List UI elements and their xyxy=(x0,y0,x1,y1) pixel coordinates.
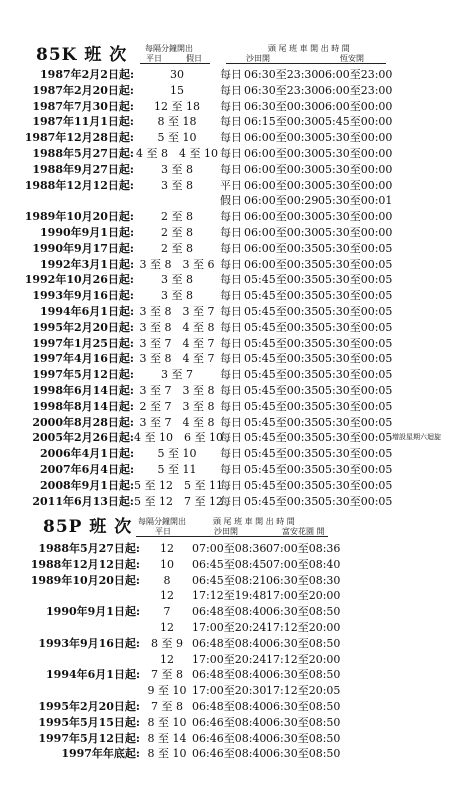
row-date: 1988年9月27日起: xyxy=(32,162,134,176)
row-hengon-times: 05:30至00:00 xyxy=(318,131,393,145)
table-row xyxy=(0,224,472,241)
table-row xyxy=(0,177,472,194)
row-fuon-times: 06:30至08:50 xyxy=(266,605,341,619)
row-date: 1989年10月20日起: xyxy=(30,573,140,587)
row-day-type: 每日 xyxy=(220,289,242,303)
row-date: 2011年6月13日起: xyxy=(32,494,134,508)
row-shatin-times: 06:00至00:29 xyxy=(244,194,319,208)
row-hengon-times: 05:30至00:00 xyxy=(318,178,393,192)
row-frequency: 5 至 12 5 至 11 xyxy=(134,478,223,492)
row-shatin-times: 05:45至00:35 xyxy=(244,289,319,303)
row-frequency: 15 xyxy=(170,83,184,97)
table-row xyxy=(0,113,472,130)
row-frequency: 7 至 8 xyxy=(151,668,183,682)
row-frequency: 10 xyxy=(160,557,174,571)
row-frequency: 4 至 10 6 至 10 xyxy=(134,431,223,445)
row-date: 1998年8月14日起: xyxy=(32,399,134,413)
row-date: 1990年9月1日起: xyxy=(40,226,134,239)
row-shatin-times: 05:45至00:35 xyxy=(244,352,319,366)
row-day-type: 每日 xyxy=(220,147,242,160)
row-frequency: 7 xyxy=(163,605,171,619)
row-hengon-times: 05:30至00:05 xyxy=(318,415,393,429)
route-85p-title: 85P 班 次 xyxy=(43,517,133,537)
row-shatin-times: 05:45至00:35 xyxy=(244,320,319,334)
row-frequency: 12 xyxy=(160,542,174,555)
row-frequency: 4 至 8 4 至 10 xyxy=(136,147,218,160)
table-row xyxy=(0,603,472,620)
row-date: 1997年1月25日起: xyxy=(32,336,134,350)
row-day-type: 每日 xyxy=(220,494,242,508)
row-frequency: 12 xyxy=(160,589,174,603)
table-row xyxy=(0,335,472,352)
row-shatin-times: 05:45至00:35 xyxy=(244,336,319,350)
row-fuon-times: 06:30至08:50 xyxy=(266,668,341,682)
row-day-type: 每日 xyxy=(220,305,242,318)
row-date: 1987年11月1日起: xyxy=(32,115,134,129)
table-row xyxy=(0,429,472,446)
row-day-type: 每日 xyxy=(220,131,242,145)
row-date: 1988年5月27日起: xyxy=(32,147,134,160)
row-frequency: 2 至 8 xyxy=(161,226,193,239)
row-shatin-times: 06:15至00:30 xyxy=(244,115,319,129)
table-row xyxy=(0,398,472,415)
row-shatin-times: 17:00至20:30 xyxy=(192,684,267,698)
row-hengon-times: 05:30至00:05 xyxy=(318,384,393,397)
table-row xyxy=(0,303,472,320)
row-frequency: 12 至 18 xyxy=(154,99,200,113)
table-row xyxy=(0,493,472,510)
row-frequency: 3 至 7 4 至 8 xyxy=(139,415,215,429)
row-frequency: 3 至 8 xyxy=(161,289,193,303)
row-date: 1989年10月20日起: xyxy=(24,210,134,224)
row-shatin-times: 05:45至00:35 xyxy=(244,384,319,397)
table-row xyxy=(0,240,472,257)
row-day-type: 每日 xyxy=(220,463,242,476)
row-shatin-times: 06:45至08:21 xyxy=(192,573,267,587)
row-hengon-times: 05:30至00:05 xyxy=(318,431,393,445)
table-row xyxy=(0,382,472,399)
row-frequency: 8 至 18 xyxy=(157,115,197,129)
row-shatin-times: 07:00至08:36 xyxy=(192,542,267,555)
row-day-type: 每日 xyxy=(220,336,242,350)
table-row xyxy=(0,414,472,431)
row-shatin-times: 06:48至08:40 xyxy=(192,668,267,682)
header-underline-times-85p xyxy=(190,536,328,537)
table-row xyxy=(0,635,472,652)
row-hengon-times: 05:30至00:05 xyxy=(318,336,393,350)
row-shatin-times: 06:30至00:30 xyxy=(244,99,319,113)
row-fuon-times: 06:30至08:50 xyxy=(266,747,341,761)
header-underline-times xyxy=(226,63,386,64)
table-row xyxy=(0,666,472,683)
table-row xyxy=(0,730,472,747)
row-day-type: 每日 xyxy=(220,99,242,113)
table-row xyxy=(0,477,472,494)
row-shatin-times: 06:00至00:30 xyxy=(244,226,319,239)
row-hengon-times: 06:00至23:00 xyxy=(318,83,393,97)
row-date: 1995年2月20日起: xyxy=(32,320,134,334)
table-row xyxy=(0,651,472,668)
row-frequency: 8 至 10 xyxy=(147,715,187,729)
row-hengon-times: 05:30至00:05 xyxy=(318,368,393,382)
row-frequency: 5 至 12 7 至 12 xyxy=(134,494,223,508)
header-first-last-85p: 頭 尾 班 車 開 出 時 間 xyxy=(213,517,295,526)
row-hengon-times: 05:30至00:05 xyxy=(318,463,393,476)
row-date: 2006年4月1日起: xyxy=(40,447,134,461)
table-row xyxy=(0,461,472,478)
row-date: 1997年4月16日起: xyxy=(32,352,134,366)
row-shatin-times: 17:00至20:24 xyxy=(192,652,267,666)
row-date: 1992年10月26日起: xyxy=(24,273,134,287)
row-fuon-times: 17:12至20:00 xyxy=(266,621,341,634)
row-frequency: 5 至 11 xyxy=(157,463,197,476)
row-hengon-times: 05:30至00:05 xyxy=(318,305,393,318)
row-date: 1992年3月1日起: xyxy=(40,257,134,271)
row-day-type: 每日 xyxy=(220,368,242,382)
row-date: 2007年6月4日起: xyxy=(40,463,134,476)
row-day-type: 每日 xyxy=(220,447,242,461)
table-row xyxy=(0,540,472,557)
table-row xyxy=(0,619,472,636)
row-shatin-times: 06:00至00:30 xyxy=(244,147,319,160)
row-hengon-times: 05:30至00:05 xyxy=(318,447,393,461)
table-row xyxy=(0,145,472,162)
row-shatin-times: 05:45至00:35 xyxy=(244,478,319,492)
row-shatin-times: 06:45至08:45 xyxy=(192,557,267,571)
header-interval: 每隔分鐘開出 xyxy=(145,44,193,53)
table-row xyxy=(0,256,472,273)
table-row xyxy=(0,572,472,589)
row-shatin-times: 06:48至08:40 xyxy=(192,636,267,650)
header-underline-interval-85p xyxy=(136,536,194,537)
row-hengon-times: 05:30至00:05 xyxy=(318,241,393,255)
row-frequency: 5 至 10 xyxy=(157,131,197,145)
row-hengon-times: 05:30至00:01 xyxy=(318,194,393,208)
row-shatin-times: 06:46至08:40 xyxy=(192,747,267,761)
row-date: 1988年5月27日起: xyxy=(38,542,140,555)
row-day-type: 每日 xyxy=(220,415,242,429)
row-frequency: 3 至 8 3 至 7 xyxy=(139,305,215,318)
table-row xyxy=(0,129,472,146)
row-day-type: 每日 xyxy=(220,115,242,129)
row-hengon-times: 05:30至00:00 xyxy=(318,210,393,224)
row-shatin-times: 05:45至00:35 xyxy=(244,273,319,287)
table-row xyxy=(0,714,472,731)
row-shatin-times: 06:00至00:35 xyxy=(244,257,319,271)
row-fuon-times: 06:30至08:50 xyxy=(266,715,341,729)
row-frequency: 3 至 8 4 至 8 xyxy=(139,320,215,334)
header-first-last: 頭 尾 班 車 開 出 時 間 xyxy=(268,44,350,53)
row-hengon-times: 05:30至00:05 xyxy=(318,352,393,366)
header-hengon: 恆安開 xyxy=(340,54,364,63)
row-day-type: 每日 xyxy=(220,257,242,271)
row-frequency: 7 至 8 xyxy=(151,700,183,713)
row-shatin-times: 06:00至00:30 xyxy=(244,178,319,192)
table-row xyxy=(0,208,472,225)
row-date: 1993年9月16日起: xyxy=(38,636,140,650)
row-shatin-times: 06:00至00:30 xyxy=(244,210,319,224)
table-row xyxy=(0,682,472,699)
row-date: 1990年9月1日起: xyxy=(46,605,140,619)
header-interval-85p: 每隔分鐘開出 xyxy=(138,517,186,526)
row-hengon-times: 05:30至00:00 xyxy=(318,226,393,239)
row-day-type: 每日 xyxy=(220,83,242,97)
row-date: 1997年5月12日起: xyxy=(38,731,140,745)
row-shatin-times: 05:45至00:35 xyxy=(244,368,319,382)
header-weekday: 平日 xyxy=(146,54,162,63)
row-shatin-times: 05:45至00:35 xyxy=(244,305,319,318)
row-frequency: 5 至 10 xyxy=(157,447,197,461)
row-date: 1998年6月14日起: xyxy=(32,384,134,397)
row-hengon-times: 05:30至00:05 xyxy=(318,289,393,303)
row-day-type: 每日 xyxy=(220,162,242,176)
row-date: 1995年5月15日起: xyxy=(38,715,140,729)
row-shatin-times: 05:45至00:35 xyxy=(244,494,319,508)
row-fuon-times: 17:00至20:00 xyxy=(266,589,341,603)
table-row xyxy=(0,350,472,367)
header-underline-interval xyxy=(140,63,210,64)
row-date: 1995年2月20日起: xyxy=(38,700,140,713)
row-frequency: 3 至 8 xyxy=(161,162,193,176)
row-hengon-times: 06:00至23:00 xyxy=(318,68,393,81)
row-note: 增設星期六迴旋 xyxy=(392,433,441,442)
table-row xyxy=(0,319,472,336)
row-shatin-times: 06:30至23:30 xyxy=(244,68,319,81)
table-row xyxy=(0,98,472,115)
row-hengon-times: 05:30至00:05 xyxy=(318,494,393,508)
row-frequency: 3 至 8 3 至 6 xyxy=(139,257,215,271)
row-day-type: 每日 xyxy=(220,273,242,287)
header-holiday: 假日 xyxy=(186,54,202,63)
row-shatin-times: 05:45至00:35 xyxy=(244,463,319,476)
row-day-type: 假日 xyxy=(220,194,242,208)
table-row xyxy=(0,445,472,462)
row-day-type: 每日 xyxy=(220,241,242,255)
header-shatin: 沙田開 xyxy=(246,54,270,63)
table-row xyxy=(0,66,472,83)
row-day-type: 每日 xyxy=(220,399,242,413)
row-hengon-times: 05:30至00:00 xyxy=(318,162,393,176)
row-frequency: 3 至 7 4 至 7 xyxy=(139,336,215,350)
row-shatin-times: 17:00至20:24 xyxy=(192,621,267,634)
row-fuon-times: 17:12至20:05 xyxy=(266,684,341,698)
row-frequency: 8 至 9 xyxy=(151,636,183,650)
row-shatin-times: 06:00至00:30 xyxy=(244,131,319,145)
row-day-type: 每日 xyxy=(220,478,242,492)
row-fuon-times: 06:30至08:30 xyxy=(266,573,341,587)
row-frequency: 12 xyxy=(160,621,174,634)
row-hengon-times: 05:30至00:00 xyxy=(318,147,393,160)
row-shatin-times: 06:48至08:40 xyxy=(192,700,267,713)
row-frequency: 3 至 8 xyxy=(161,273,193,287)
row-frequency: 12 xyxy=(160,652,174,666)
row-date: 2000年8月28日起: xyxy=(32,415,134,429)
row-frequency: 2 至 8 xyxy=(161,210,193,224)
row-frequency: 2 至 7 3 至 8 xyxy=(139,399,215,413)
row-hengon-times: 05:45至00:00 xyxy=(318,115,393,129)
row-day-type: 每日 xyxy=(220,431,242,445)
row-frequency: 3 至 8 4 至 7 xyxy=(139,352,215,366)
row-day-type: 平日 xyxy=(220,178,242,192)
row-frequency: 8 至 14 xyxy=(147,731,187,745)
row-day-type: 每日 xyxy=(220,320,242,334)
route-85k-title: 85K 班 次 xyxy=(36,45,128,65)
row-shatin-times: 05:45至00:35 xyxy=(244,415,319,429)
row-shatin-times: 06:46至08:40 xyxy=(192,731,267,745)
table-row xyxy=(0,745,472,762)
table-row xyxy=(0,271,472,288)
row-fuon-times: 06:30至08:50 xyxy=(266,636,341,650)
row-date: 1988年12月12日起: xyxy=(30,557,140,571)
row-fuon-times: 06:30至08:50 xyxy=(266,700,341,713)
row-date: 1993年9月16日起: xyxy=(32,289,134,303)
header-fuon-85p: 富安花園 開 xyxy=(282,527,325,536)
row-day-type: 每日 xyxy=(220,226,242,239)
row-frequency: 3 至 7 3 至 8 xyxy=(139,384,215,397)
table-row xyxy=(0,698,472,715)
row-date: 2005年2月26日起: xyxy=(32,431,134,445)
row-hengon-times: 05:30至00:05 xyxy=(318,478,393,492)
row-shatin-times: 06:48至08:40 xyxy=(192,605,267,619)
row-hengon-times: 06:00至00:00 xyxy=(318,99,393,113)
row-shatin-times: 05:45至00:35 xyxy=(244,399,319,413)
row-hengon-times: 05:30至00:05 xyxy=(318,257,393,271)
row-fuon-times: 17:12至20:00 xyxy=(266,652,341,666)
row-fuon-times: 06:30至08:50 xyxy=(266,731,341,745)
row-frequency: 8 xyxy=(163,573,171,587)
table-row xyxy=(0,366,472,383)
row-day-type: 每日 xyxy=(220,352,242,366)
row-hengon-times: 05:30至00:05 xyxy=(318,273,393,287)
row-shatin-times: 06:46至08:40 xyxy=(192,715,267,729)
row-date: 1987年12月28日起: xyxy=(24,131,134,145)
row-frequency: 3 至 8 xyxy=(161,178,193,192)
row-day-type: 每日 xyxy=(220,210,242,224)
row-frequency: 30 xyxy=(170,68,184,81)
row-frequency: 9 至 10 xyxy=(147,684,187,698)
row-date: 1988年12月12日起: xyxy=(24,178,134,192)
header-shatin-85p: 沙田開 xyxy=(214,527,238,536)
row-shatin-times: 05:45至00:35 xyxy=(244,431,319,445)
row-shatin-times: 17:12至19:48 xyxy=(192,589,267,603)
row-frequency: 3 至 7 xyxy=(161,368,193,382)
row-fuon-times: 07:00至08:40 xyxy=(266,557,341,571)
row-shatin-times: 05:45至00:35 xyxy=(244,447,319,461)
row-day-type: 每日 xyxy=(220,68,242,81)
table-row xyxy=(0,82,472,99)
row-frequency: 8 至 10 xyxy=(147,747,187,761)
header-weekday-85p: 平日 xyxy=(155,527,171,536)
row-shatin-times: 06:30至23:30 xyxy=(244,83,319,97)
row-hengon-times: 05:30至00:05 xyxy=(318,399,393,413)
row-date: 1994年6月1日起: xyxy=(40,305,134,318)
row-date: 1994年6月1日起: xyxy=(46,668,140,682)
row-date: 1990年9月17日起: xyxy=(32,241,134,255)
row-date: 2008年9月1日起: xyxy=(40,478,134,492)
row-date: 1987年7月30日起: xyxy=(32,99,134,113)
row-shatin-times: 06:00至00:35 xyxy=(244,241,319,255)
row-frequency: 2 至 8 xyxy=(161,241,193,255)
table-row xyxy=(0,556,472,573)
row-shatin-times: 06:00至00:30 xyxy=(244,162,319,176)
row-date: 1987年2月20日起: xyxy=(32,83,134,97)
table-row xyxy=(0,161,472,178)
table-row xyxy=(0,287,472,304)
row-fuon-times: 07:00至08:36 xyxy=(266,542,341,555)
row-date: 1987年2月2日起: xyxy=(40,68,134,81)
table-row xyxy=(0,192,472,209)
table-row xyxy=(0,587,472,604)
row-day-type: 每日 xyxy=(220,384,242,397)
row-date: 1997年年底起: xyxy=(61,747,140,761)
row-hengon-times: 05:30至00:05 xyxy=(318,320,393,334)
row-date: 1997年5月12日起: xyxy=(32,368,134,382)
